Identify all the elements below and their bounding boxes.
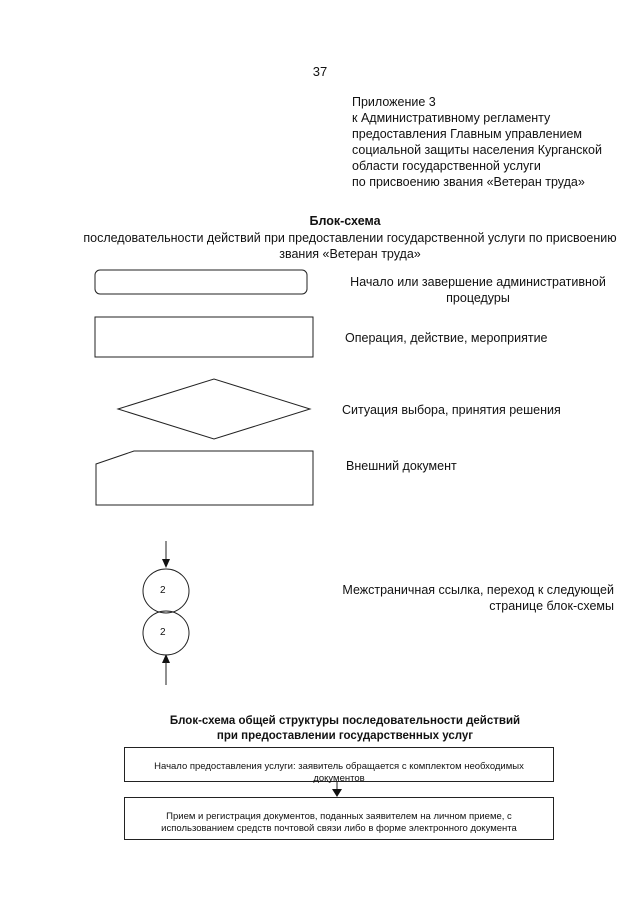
external-document-shape — [96, 451, 313, 505]
appendix-line: Приложение 3 — [352, 95, 436, 109]
legend-desc-page-link: Межстраничная ссылка, переход к следующей странице блок-схемы — [342, 583, 614, 613]
decision-shape — [118, 379, 310, 439]
appendix-line: предоставления Главным управлением — [352, 127, 583, 141]
structure-title-line: Блок-схема общей структуры последовательности действий — [169, 715, 521, 727]
legend-desc-decision: Ситуация выбора, принятия решения — [342, 403, 561, 417]
flow-step-start: Начало предоставления услуги: заявитель обращается с комплектом необходимых документов — [124, 747, 554, 782]
appendix-line: области государственной услуги — [352, 159, 541, 173]
legend-desc-start-end: Начало или завершение административной процедуры — [350, 275, 606, 305]
flow-step-registration: Прием и регистрация документов, поданных заявителем на личном приеме, с использованием средств почтовой связи либо в форме электронного документа — [124, 797, 554, 840]
connector-label-top: 2 — [160, 585, 166, 596]
page-number: 37 — [312, 64, 328, 79]
structure-title — [60, 714, 630, 744]
connector-label-bottom: 2 — [160, 627, 166, 638]
terminal-shape — [95, 270, 307, 294]
legend-desc-operation: Операция, действие, мероприятие — [345, 331, 548, 345]
appendix-line: социальной защиты населения Курганской — [352, 143, 602, 157]
appendix-line: по присвоению звания «Ветеран труда» — [352, 175, 585, 189]
process-shape — [95, 317, 313, 357]
legend-desc-external-doc: Внешний документ — [346, 459, 457, 473]
connector-circle-top — [143, 569, 189, 613]
structure-title-line: при предоставлении государственных услуг — [216, 730, 474, 742]
legend-subtitle: последовательности действий при предоставлении государственной услуги по присвоению звания «Ветеран труда» — [83, 231, 617, 261]
arrowhead-icon — [162, 559, 170, 568]
appendix-line: к Административному регламенту — [352, 111, 551, 125]
connector-circle-bottom — [143, 611, 189, 655]
arrowhead-icon — [332, 789, 342, 797]
legend-title: Блок-схема — [309, 214, 381, 228]
